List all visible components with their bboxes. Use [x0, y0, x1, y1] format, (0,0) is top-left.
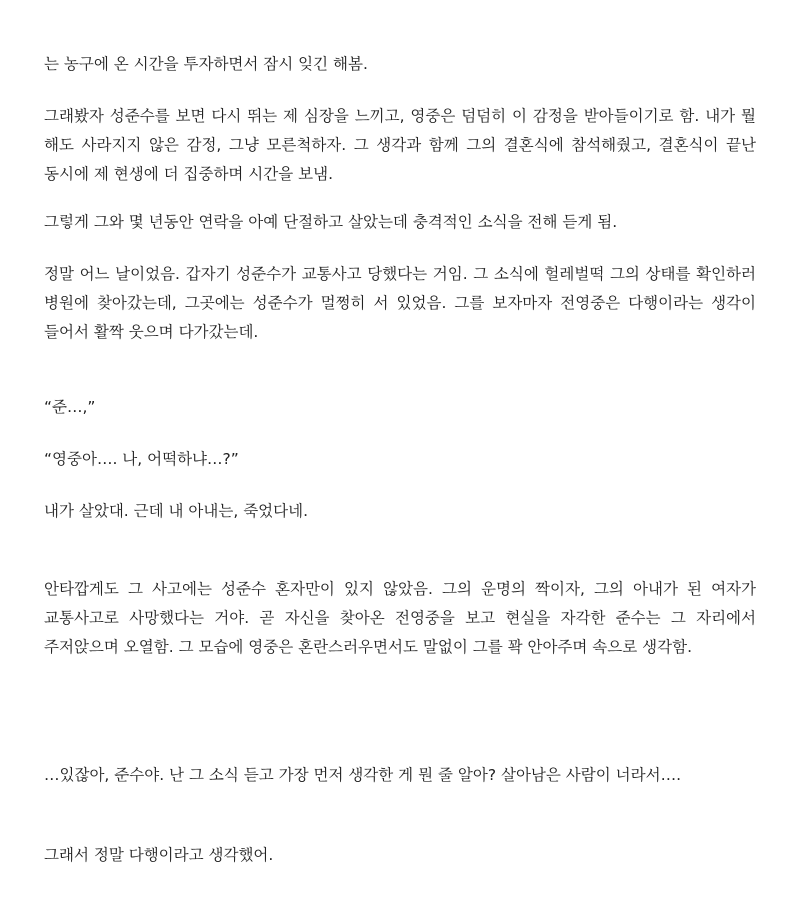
paragraph-2: 그래봤자 성준수를 보면 다시 뛰는 제 심장을 느끼고, 영중은 덤덤히 이 감정을 받아들이기로 함. 내가 뭘 해도 사라지지 않은 감정, 그냥 모른척하자. 그 생각과 함께 그의 결혼식에 참석해줬고, 결혼식이 끝난 동시에 제 현생에 더 집중하며 시간을 보냄.: [44, 107, 756, 183]
paragraph-6: 안타깝게도 그 사고에는 성준수 혼자만이 있지 않았음. 그의 운명의 짝이자, 그의 아내가 된 여자가 교통사고로 사망했다는 거야. 곧 자신을 찾아온 전영중을 보고 현실을 자각한 준수는 그 자리에서 주저앉으며 오열함. 그 모습에 영중은 혼란스러우면서도 말없이 그를 꽉 안아주며 속으로 생각함.: [44, 580, 756, 656]
paragraph-1: 는 농구에 온 시간을 투자하면서 잠시 잊긴 해봄.: [44, 55, 368, 73]
paragraph-4: 정말 어느 날이었음. 갑자기 성준수가 교통사고 당했다는 거임. 그 소식에 헐레벌떡 그의 상태를 확인하러 병원에 찾아갔는데, 그곳에는 성준수가 멀쩡히 서 있었음. 그를 보자마자 전영중은 다행이라는 생각이 들어서 활짝 웃으며 다가갔는데.: [44, 265, 756, 341]
dialogue-line-2: “영중아…. 나, 어떡하냐…?”: [44, 450, 239, 468]
paragraph-3: 그렇게 그와 몇 년동안 연락을 아예 단절하고 살았는데 충격적인 소식을 전해 듣게 됨.: [44, 213, 618, 231]
dialogue-line-1: “준…,”: [44, 398, 96, 416]
paragraph-5: 내가 살았대. 근데 내 아내는, 죽었다네.: [44, 502, 309, 520]
paragraph-8: 그래서 정말 다행이라고 생각했어.: [44, 846, 274, 864]
paragraph-7: …있잖아, 준수야. 난 그 소식 듣고 가장 먼저 생각한 게 뭔 줄 알아? 살아남은 사람이 너라서….: [44, 766, 681, 784]
